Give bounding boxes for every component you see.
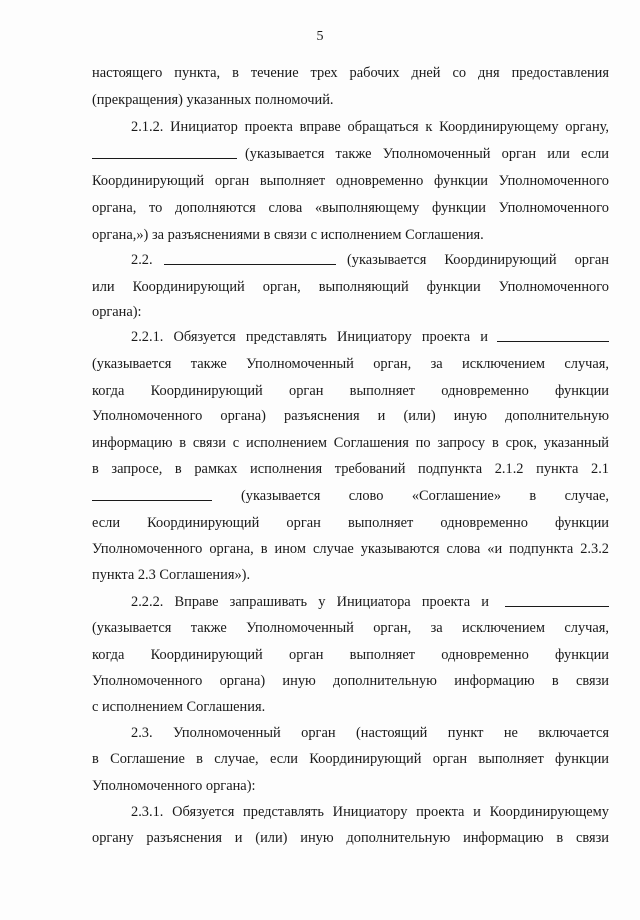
text-line: органу разъяснения и (или) иную дополнительную информацию в связи xyxy=(92,830,609,846)
text-line: с исполнением Соглашения. xyxy=(92,699,266,715)
fill-in-blank xyxy=(497,326,609,342)
paragraph-2-2 xyxy=(131,249,609,271)
text-line: настоящего пункта, в течение трех рабочих дней со дня предоставления xyxy=(92,65,609,81)
text-line: Уполномоченного органа) разъяснения и (или) иную дополнительную xyxy=(92,408,609,424)
paragraph-2-3: 2.3. Уполномоченный орган (настоящий пункт не включается xyxy=(131,725,609,741)
text-line xyxy=(92,485,609,507)
text-line: если Координирующий орган выполняет одновременно функции xyxy=(92,515,609,531)
text-line: Уполномоченного органа): xyxy=(92,778,256,794)
text-line: когда Координирующий орган выполняет одновременно функции xyxy=(92,383,609,399)
text-line: в Соглашение в случае, если Координирующий орган выполняет функции xyxy=(92,751,609,767)
text-fragment: 2.2.1. Обязуется представлять Инициатору проекта и xyxy=(131,329,488,345)
paragraph-2-1-2: 2.1.2. Инициатор проекта вправе обращаться к Координирующему органу, xyxy=(131,119,609,135)
text-line: в запросе, в рамках исполнения требований подпункта 2.1.2 пункта 2.1 xyxy=(92,461,609,477)
text-line: (указывается также Уполномоченный орган, за исключением случая, xyxy=(92,620,609,636)
fill-in-blank xyxy=(505,591,609,607)
text-line: (указывается также Уполномоченный орган, за исключением случая, xyxy=(92,356,609,372)
paragraph-2-3-1: 2.3.1. Обязуется представлять Инициатору проекта и Координирующему xyxy=(131,804,609,820)
text-line xyxy=(92,143,609,165)
paragraph-2-2-2 xyxy=(131,591,609,613)
text-line: органа,») за разъяснениями в связи с исполнением Соглашения. xyxy=(92,227,484,243)
text-fragment: 2.2. xyxy=(131,252,153,268)
paragraph-2-2-1 xyxy=(131,326,609,348)
text-line: Уполномоченного органа, в ином случае указываются слова «и подпункта 2.3.2 xyxy=(92,541,609,557)
page-number: 5 xyxy=(316,29,324,44)
text-line: Координирующий орган выполняет одновременно функции Уполномоченного xyxy=(92,173,609,189)
fill-in-blank xyxy=(92,485,212,501)
text-fragment: (указывается слово «Соглашение» в случае, xyxy=(241,488,609,504)
text-line: органа, то дополняются слова «выполняющему функции Уполномоченного xyxy=(92,200,609,216)
text-fragment: 2.2.2. Вправе запрашивать у Инициатора проекта и xyxy=(131,594,489,610)
fill-in-blank xyxy=(92,143,237,159)
text-line: органа): xyxy=(92,304,142,320)
fill-in-blank xyxy=(164,249,336,265)
text-line: информацию в связи с исполнением Соглашения по запросу в срок, указанный xyxy=(92,435,609,451)
text-line: Уполномоченного органа) иную дополнительную информацию в связи xyxy=(92,673,609,689)
text-line: пункта 2.3 Соглашения»). xyxy=(92,567,251,583)
text-fragment: (указывается также Уполномоченный орган или если xyxy=(245,146,609,162)
text-fragment: (указывается Координирующий орган xyxy=(347,252,609,268)
text-line: или Координирующий орган, выполняющий функции Уполномоченного xyxy=(92,279,609,295)
text-line: когда Координирующий орган выполняет одновременно функции xyxy=(92,647,609,663)
text-line: (прекращения) указанных полномочий. xyxy=(92,92,334,108)
